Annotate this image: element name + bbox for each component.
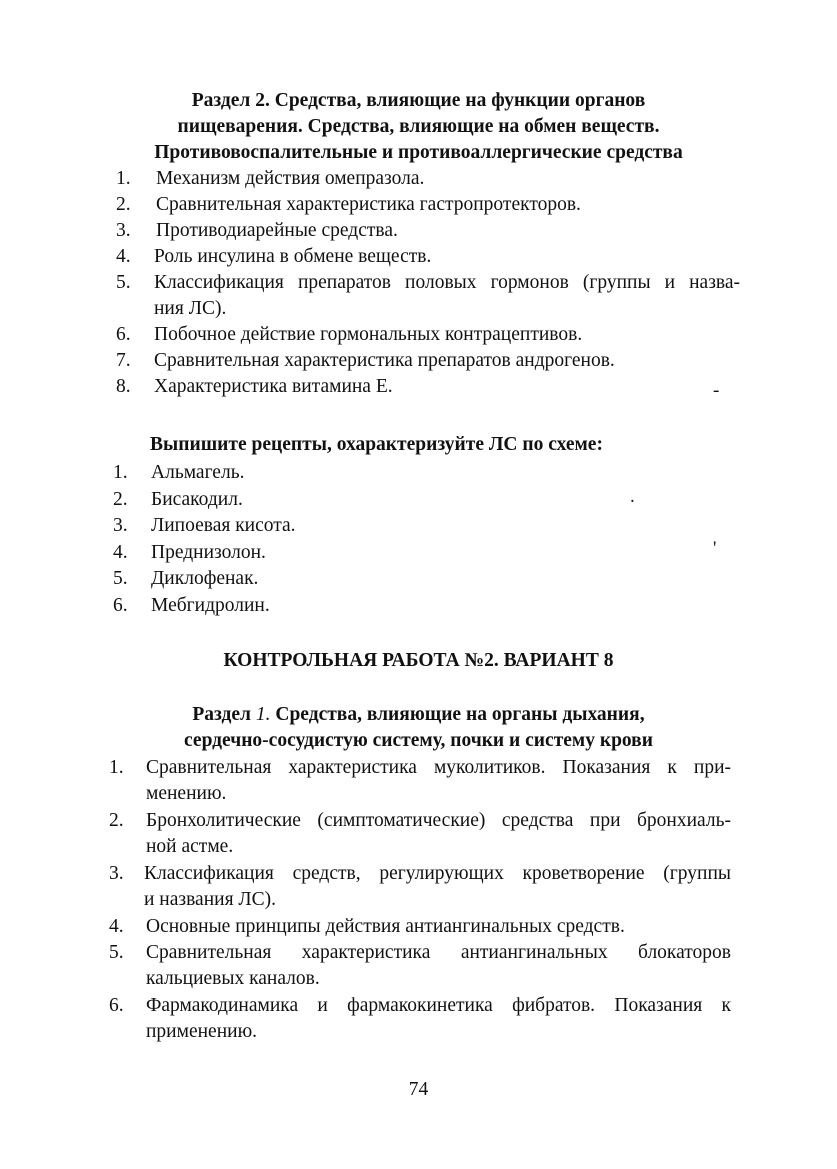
item-text: Бронхолитические (симптоматические) средства при бронхиаль- xyxy=(146,810,731,831)
list-item xyxy=(116,322,740,348)
item-text: Липоевая кисота. xyxy=(151,515,296,536)
item-text-continued: менению. xyxy=(146,783,227,804)
list-item xyxy=(113,540,613,567)
list-item xyxy=(113,593,613,620)
section-1-heading-line xyxy=(0,702,837,728)
recipes-list xyxy=(113,460,613,619)
item-number: 3. xyxy=(109,863,124,884)
list-item xyxy=(109,940,731,993)
section-1-heading xyxy=(0,702,837,754)
list-item xyxy=(109,993,731,1046)
list-item xyxy=(109,808,731,861)
list-item xyxy=(116,192,740,218)
stray-dash-mark: - xyxy=(713,380,720,401)
control-work-title-text: КОНТРОЛЬНАЯ РАБОТА №2. ВАРИАНТ 8 xyxy=(223,650,614,671)
list-item xyxy=(116,270,740,322)
list-item xyxy=(116,348,740,374)
list-item xyxy=(113,513,613,540)
item-text-continued: применению. xyxy=(146,1021,258,1042)
section-1-heading-line: сердечно-сосудистую систему, почки и систему крови xyxy=(184,730,653,751)
item-text: Классификация средств, регулирующих кроветворение (группы xyxy=(144,863,731,884)
item-number: 4. xyxy=(116,246,131,267)
page-number: 74 xyxy=(408,1079,429,1100)
item-text: Механизм действия омепразола. xyxy=(156,168,425,189)
item-text: Фармакодинамика и фармакокинетика фибратов. Показания к xyxy=(146,995,731,1016)
item-text: Сравнительная характеристика антиангинальных блокаторов xyxy=(146,942,731,963)
list-item xyxy=(109,861,731,914)
item-text: Преднизолон. xyxy=(151,541,266,563)
item-text: Классификация препаратов половых гормонов (группы и назва- xyxy=(154,272,740,293)
section-1-heading-prefix: Раздел xyxy=(192,704,251,725)
list-item xyxy=(113,460,613,487)
item-text: Основные принципы действия антиангинальных средств. xyxy=(146,916,625,937)
stray-dot-mark: . xyxy=(630,486,635,507)
item-text-continued: ния ЛС). xyxy=(154,298,227,319)
item-number: 5. xyxy=(116,272,131,293)
item-number: 3. xyxy=(116,220,131,241)
item-number: 1. xyxy=(116,168,131,189)
section-2-heading-line: пищеварения. Средства, влияющие на обмен веществ. xyxy=(177,116,660,137)
section-2-heading xyxy=(0,88,837,166)
item-text: Мебгидролин. xyxy=(151,594,270,616)
stray-tick-mark: ' xyxy=(713,538,717,559)
list-item xyxy=(113,487,613,514)
item-number: 5. xyxy=(109,942,124,963)
item-number: 6. xyxy=(116,324,131,345)
item-text-continued: ной астме. xyxy=(146,836,234,857)
item-text: Диклофенак. xyxy=(151,568,259,589)
item-number: 2. xyxy=(109,810,124,831)
recipes-heading xyxy=(150,432,603,458)
item-text-continued: и названия ЛС). xyxy=(144,889,277,910)
section-2-heading-line: Противовоспалительные и противоаллергические средства xyxy=(154,142,683,163)
item-text: Роль инсулина в обмене веществ. xyxy=(154,246,432,267)
section-1-question-list xyxy=(109,755,731,1046)
item-number: 3. xyxy=(113,515,128,536)
section-2-heading-line: Раздел 2. Средства, влияющие на функции органов xyxy=(191,90,646,111)
recipes-heading-text: Выпишите рецепты, охарактеризуйте ЛС по схеме: xyxy=(150,434,603,455)
list-item xyxy=(116,244,740,270)
item-text: Бисакодил. xyxy=(151,488,243,510)
section-1-heading-rest: Средства, влияющие на органы дыхания, xyxy=(275,704,645,725)
item-text: Характеристика витамина Е. xyxy=(154,376,393,397)
list-item xyxy=(109,755,731,808)
item-text: Сравнительная характеристика препаратов андрогенов. xyxy=(154,350,615,371)
list-item xyxy=(116,218,740,244)
section-2-question-list xyxy=(116,166,740,400)
item-number: 8. xyxy=(116,376,131,397)
item-number: 4. xyxy=(109,916,124,937)
item-number: 6. xyxy=(109,995,124,1016)
list-item xyxy=(109,914,731,940)
item-number: 2. xyxy=(116,194,131,215)
item-number: 7. xyxy=(116,350,131,371)
item-number: 6. xyxy=(113,594,128,616)
item-number: 4. xyxy=(113,541,128,563)
section-1-heading-number: 1. xyxy=(255,704,271,725)
item-text-continued: кальциевых каналов. xyxy=(146,968,320,989)
item-text: Побочное действие гормональных контрацептивов. xyxy=(154,324,583,345)
item-text: Противодиарейные средства. xyxy=(156,220,398,241)
item-number: 2. xyxy=(113,488,128,510)
list-item xyxy=(113,566,613,593)
item-text: Альмагель. xyxy=(151,462,245,483)
item-number: 1. xyxy=(109,757,124,778)
item-number: 5. xyxy=(113,568,128,589)
item-number: 1. xyxy=(113,462,128,483)
control-work-title xyxy=(0,648,837,674)
list-item xyxy=(116,166,740,192)
item-text: Сравнительная характеристика гастропротекторов. xyxy=(156,194,581,215)
item-text: Сравнительная характеристика муколитиков. Показания к при- xyxy=(146,757,731,778)
list-item xyxy=(116,374,740,400)
